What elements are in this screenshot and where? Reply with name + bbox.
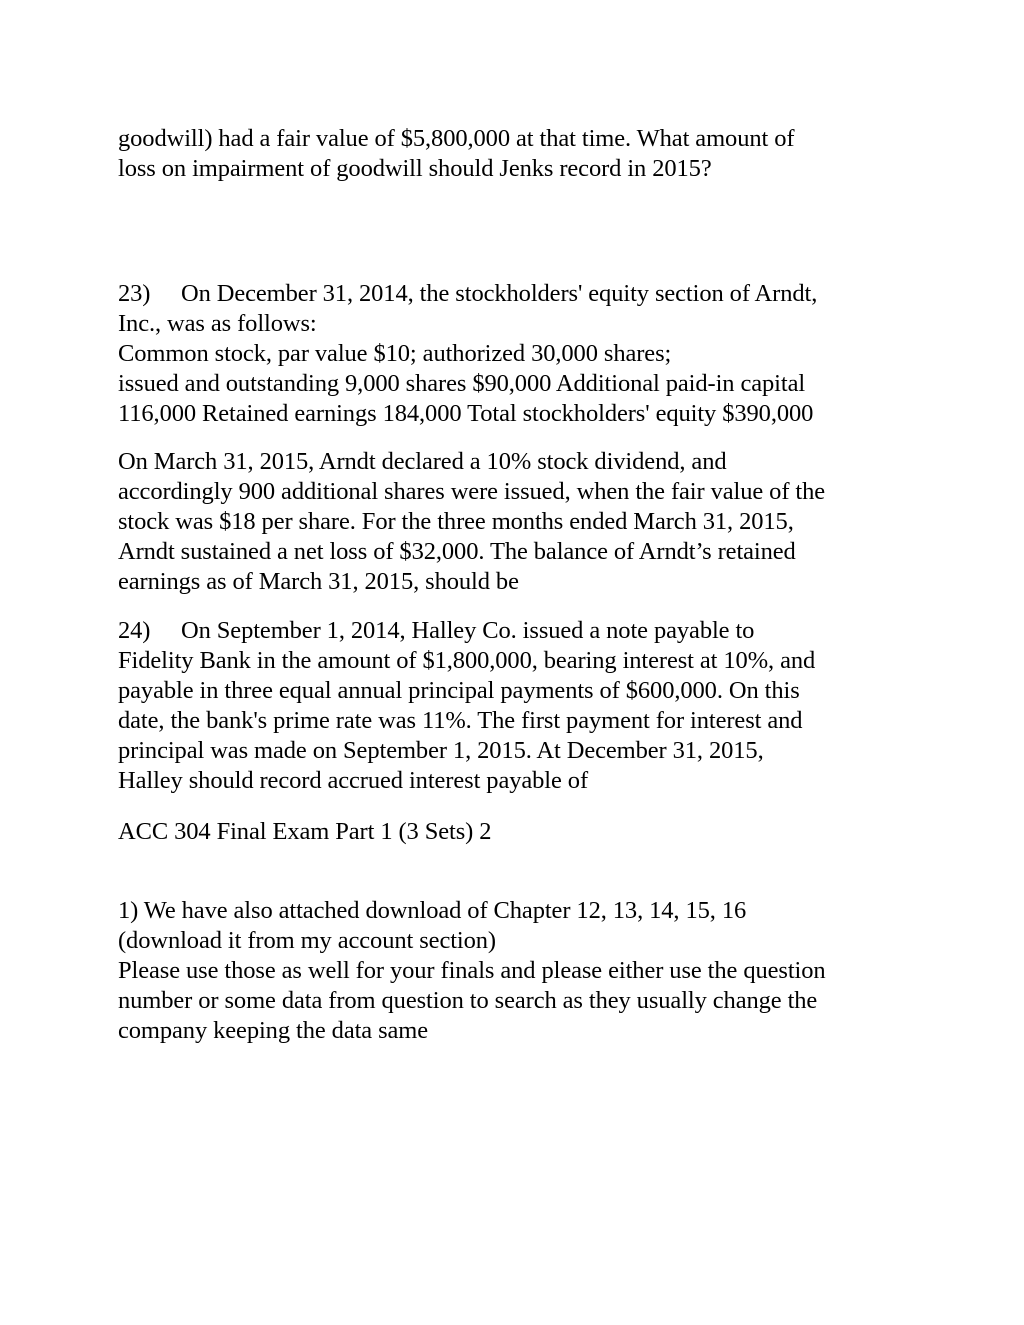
- question-23-paragraph-line: accordingly 900 additional shares were issued, when the fair value of the: [118, 478, 826, 505]
- question-24-line: Halley should record accrued interest payable of: [118, 767, 589, 794]
- question-24-line: principal was made on September 1, 2015. At December 31, 2015,: [118, 737, 764, 764]
- question-24-line: [118, 616, 754, 646]
- intro-line: loss on impairment of goodwill should Jenks record in 2015?: [118, 155, 712, 182]
- question-23-line: Common stock, par value $10; authorized 30,000 shares;: [118, 340, 672, 367]
- question-23-line: 116,000 Retained earnings 184,000 Total stockholders' equity $390,000: [118, 400, 814, 427]
- note-line: Please use those as well for your finals and please either use the question: [118, 957, 826, 984]
- question-23-paragraph-line: stock was $18 per share. For the three months ended March 31, 2015,: [118, 508, 794, 535]
- question-24-line: Fidelity Bank in the amount of $1,800,000, bearing interest at 10%, and: [118, 647, 816, 674]
- note-line: company keeping the data same: [118, 1017, 429, 1044]
- question-23-text: On December 31, 2014, the stockholders' equity section of Arndt,: [181, 280, 818, 307]
- section-title: ACC 304 Final Exam Part 1 (3 Sets) 2: [118, 818, 492, 845]
- question-23-number: 23): [118, 280, 151, 307]
- question-23-line: [118, 279, 817, 309]
- note-line: 1) We have also attached download of Chapter 12, 13, 14, 15, 16: [118, 897, 747, 924]
- question-24-text: On September 1, 2014, Halley Co. issued a note payable to: [181, 617, 755, 644]
- question-24-line: date, the bank's prime rate was 11%. The first payment for interest and: [118, 707, 803, 734]
- intro-line: goodwill) had a fair value of $5,800,000 at that time. What amount of: [118, 125, 795, 152]
- note-line: (download it from my account section): [118, 927, 496, 954]
- question-23-paragraph-line: earnings as of March 31, 2015, should be: [118, 568, 519, 595]
- question-23-line: Inc., was as follows:: [118, 310, 317, 337]
- note-line: number or some data from question to search as they usually change the: [118, 987, 818, 1014]
- question-23-paragraph-line: Arndt sustained a net loss of $32,000. The balance of Arndt’s retained: [118, 538, 796, 565]
- question-23-paragraph-line: On March 31, 2015, Arndt declared a 10% stock dividend, and: [118, 448, 727, 475]
- question-23-line: issued and outstanding 9,000 shares $90,000 Additional paid-in capital: [118, 370, 806, 397]
- question-24-number: 24): [118, 617, 151, 644]
- question-24-line: payable in three equal annual principal payments of $600,000. On this: [118, 677, 800, 704]
